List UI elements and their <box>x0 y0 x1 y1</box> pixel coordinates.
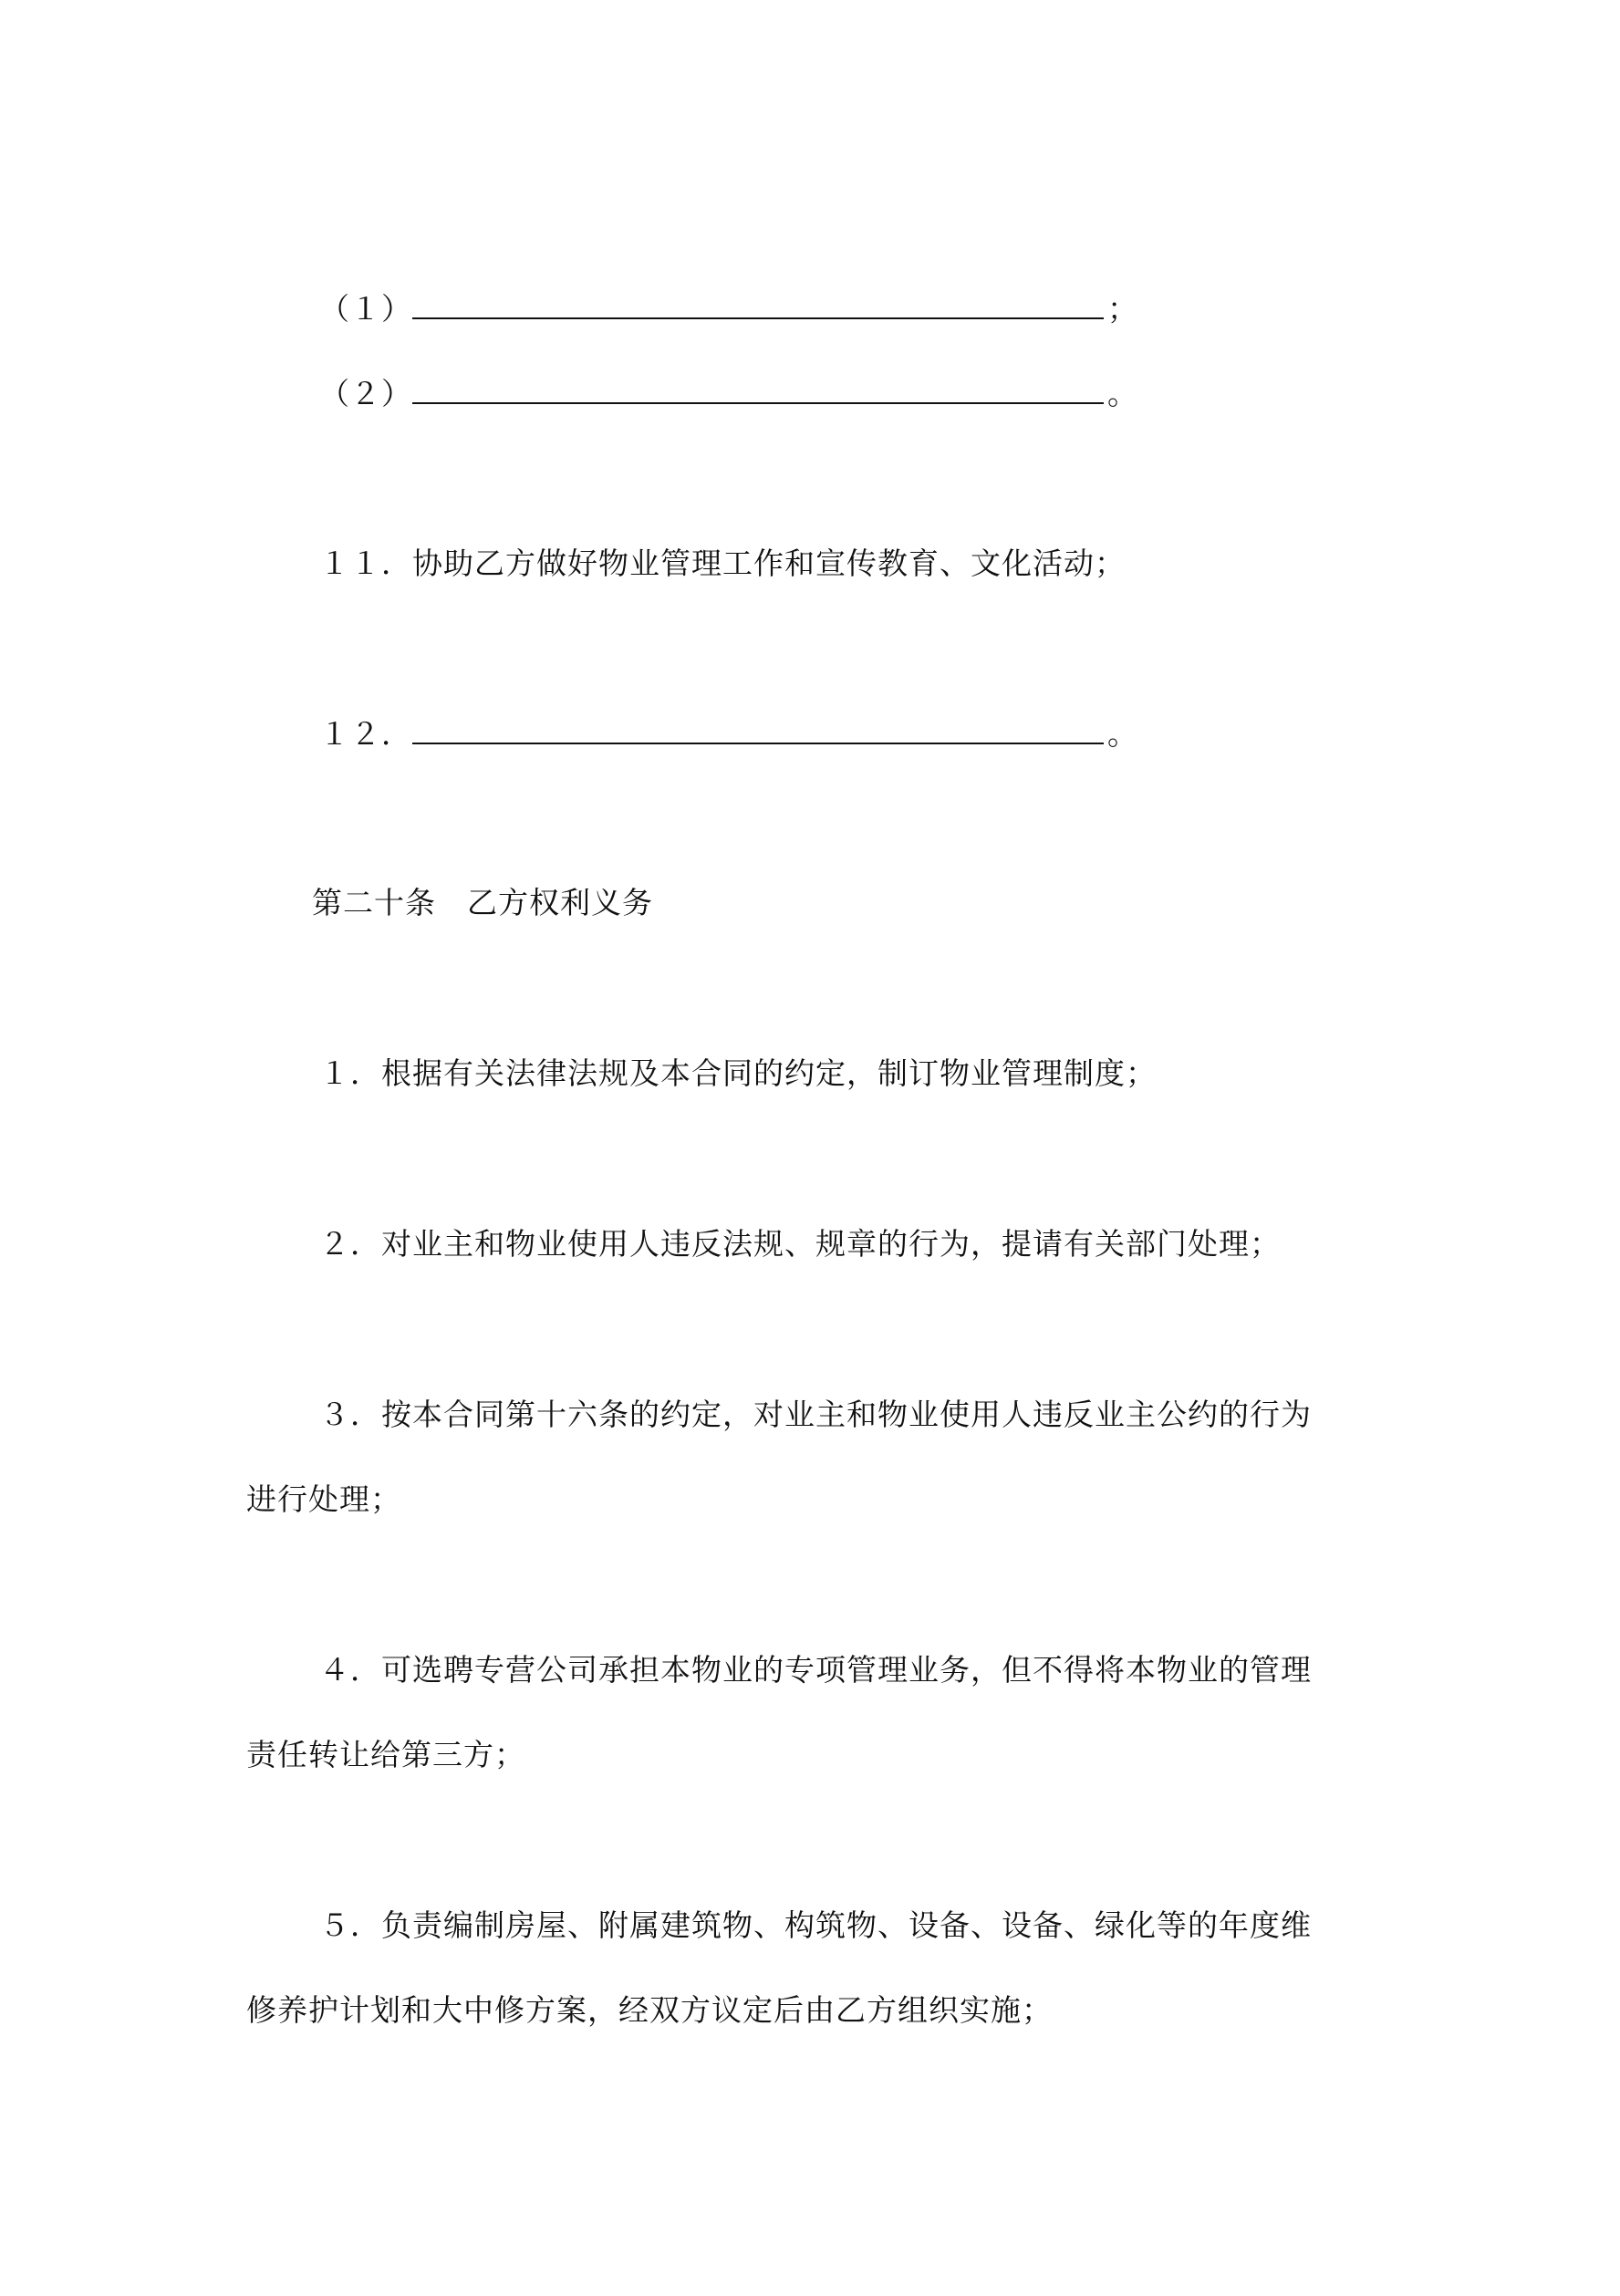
item-12 <box>319 715 1138 753</box>
item-12-blank <box>412 715 1104 744</box>
sub-item-2-suffix: 。 <box>1107 376 1138 411</box>
article-20-paragraph-4-line-2: 责任转让给第三方； <box>246 1737 525 1772</box>
sub-item-2-blank <box>412 375 1104 404</box>
article-20-paragraph-3-line-2: 进行处理； <box>246 1481 401 1517</box>
article-20-paragraph-3-line-1: ３．按本合同第十六条的约定，对业主和物业使用人违反业主公约的行为 <box>319 1397 1312 1432</box>
item-11: １１．协助乙方做好物业管理工作和宣传教育、文化活动； <box>319 545 1126 581</box>
sub-item-2 <box>319 375 1138 412</box>
article-20-paragraph-5-line-2: 修养护计划和大中修方案，经双方议定后由乙方组织实施； <box>246 1992 1053 2028</box>
item-12-suffix: 。 <box>1107 716 1138 752</box>
article-20-heading: 第二十条 乙方权利义务 <box>312 885 653 920</box>
article-20-paragraph-5-line-1: ５．负责编制房屋、附属建筑物、构筑物、设备、设备、绿化等的年度维 <box>319 1907 1312 1943</box>
sub-item-2-prefix: （２） <box>319 376 412 411</box>
article-20-paragraph-2: ２．对业主和物业使用人违反法规、规章的行为，提请有关部门处理； <box>319 1226 1281 1262</box>
sub-item-1-suffix: ； <box>1107 291 1138 327</box>
sub-item-1-prefix: （１） <box>319 291 412 327</box>
article-20-paragraph-4-line-1: ４．可选聘专营公司承担本物业的专项管理业务，但不得将本物业的管理 <box>319 1652 1312 1688</box>
sub-item-1-blank <box>412 290 1104 319</box>
article-20-paragraph-1: １．根据有关法律法规及本合同的约定，制订物业管理制度； <box>319 1055 1157 1091</box>
item-12-prefix: １２． <box>319 716 412 752</box>
sub-item-1 <box>319 290 1138 327</box>
